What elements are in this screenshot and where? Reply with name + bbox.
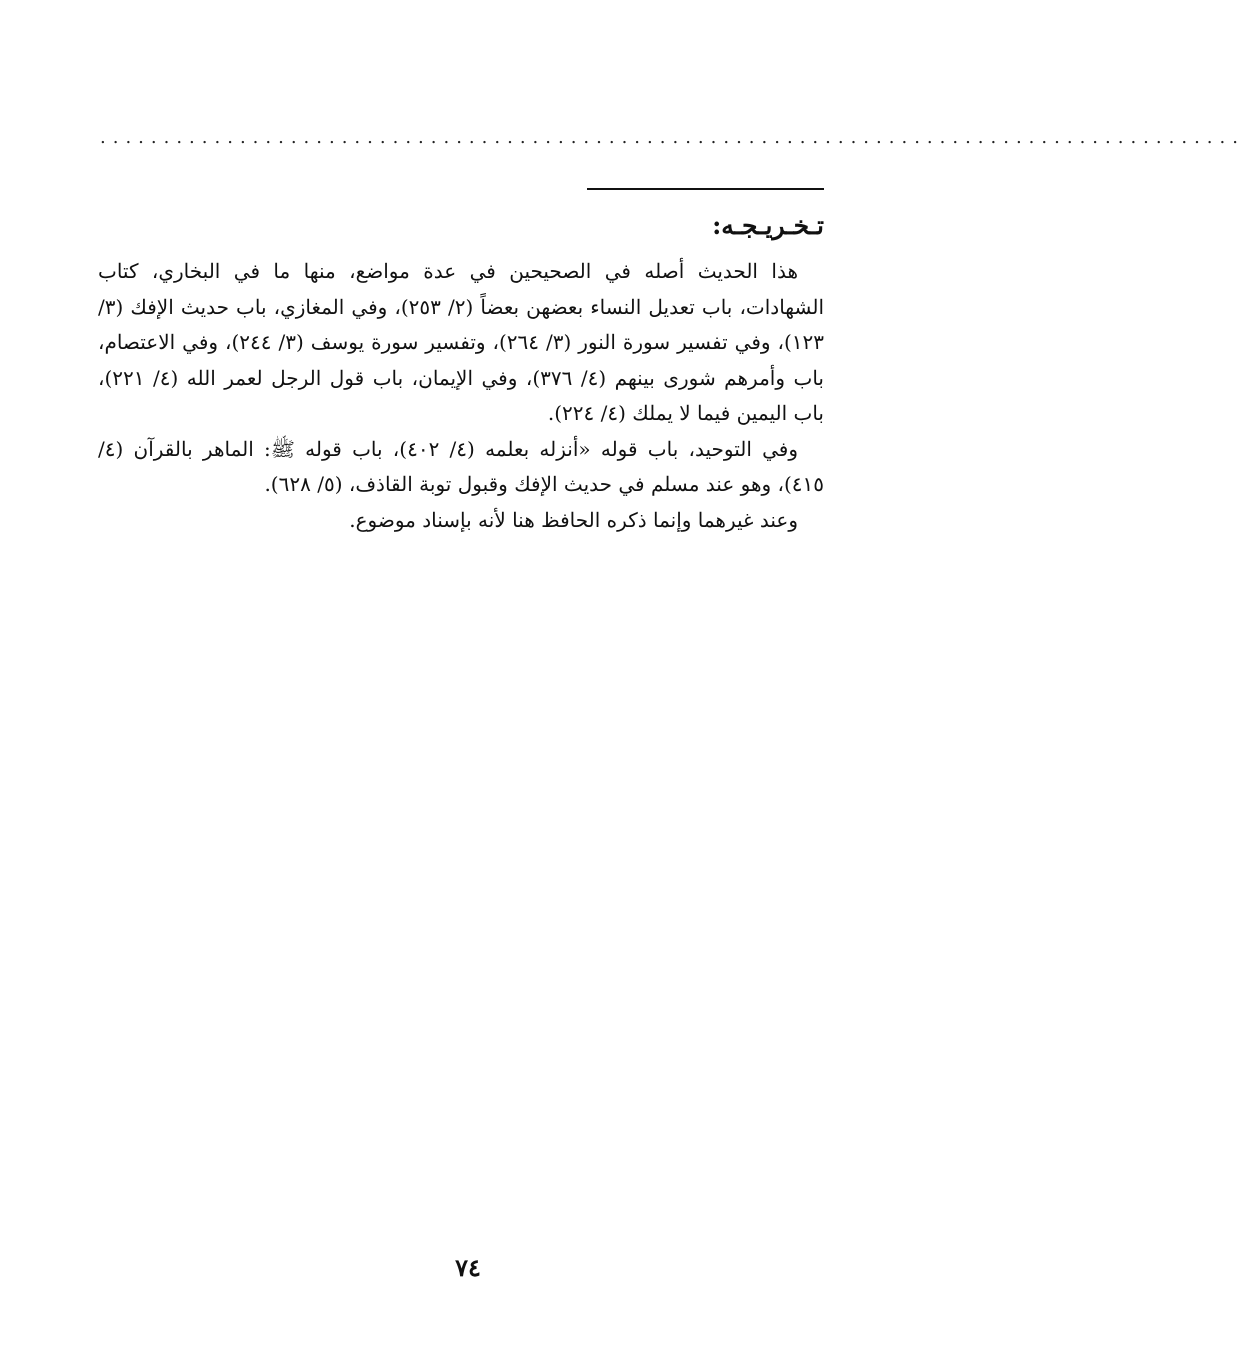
page-number: ٧٤ xyxy=(455,1253,481,1282)
section-title: تـخـريـجـه: xyxy=(712,211,824,240)
paragraph-1: هذا الحديث أصله في الصحيحين في عدة مواضع، منها ما في البخاري، كتاب الشهادات، باب تعديل النساء بعضهن بعضاً (٢/ ٢٥٣)، وفي المغازي، باب حديث الإفك (٣/ ١٢٣)، وفي تفسير سورة النور (٣/ ٢٦٤)، وتفسير سورة يوسف (٣/ ٢٤٤)، وفي الاعتصام، باب وأمرهم شورى بينهم (٤/ ٣٧٦)، وفي الإيمان، باب قول الرجل لعمر الله (٤/ ٢٢١)، باب اليمين فيما لا يملك (٤/ ٢٢٤). xyxy=(98,259,825,425)
paragraph-2: وفي التوحيد، باب قوله «أنزله بعلمه (٤/ ٤٠٢)، باب قوله ﷺ: الماهر بالقرآن (٤/ ٤١٥)، وهو عند مسلم في حديث الإفك وقبول توبة القاذف، (٥/ ٦٢٨). xyxy=(98,436,824,496)
dotted-separator: .......................................................................................... xyxy=(100,127,1245,148)
takhrij-body xyxy=(98,254,824,538)
footnote-rule xyxy=(587,188,824,190)
paragraph-3: وعند غيرهما وإنما ذكره الحافظ هنا لأنه بإسناد موضوع. xyxy=(349,507,798,532)
